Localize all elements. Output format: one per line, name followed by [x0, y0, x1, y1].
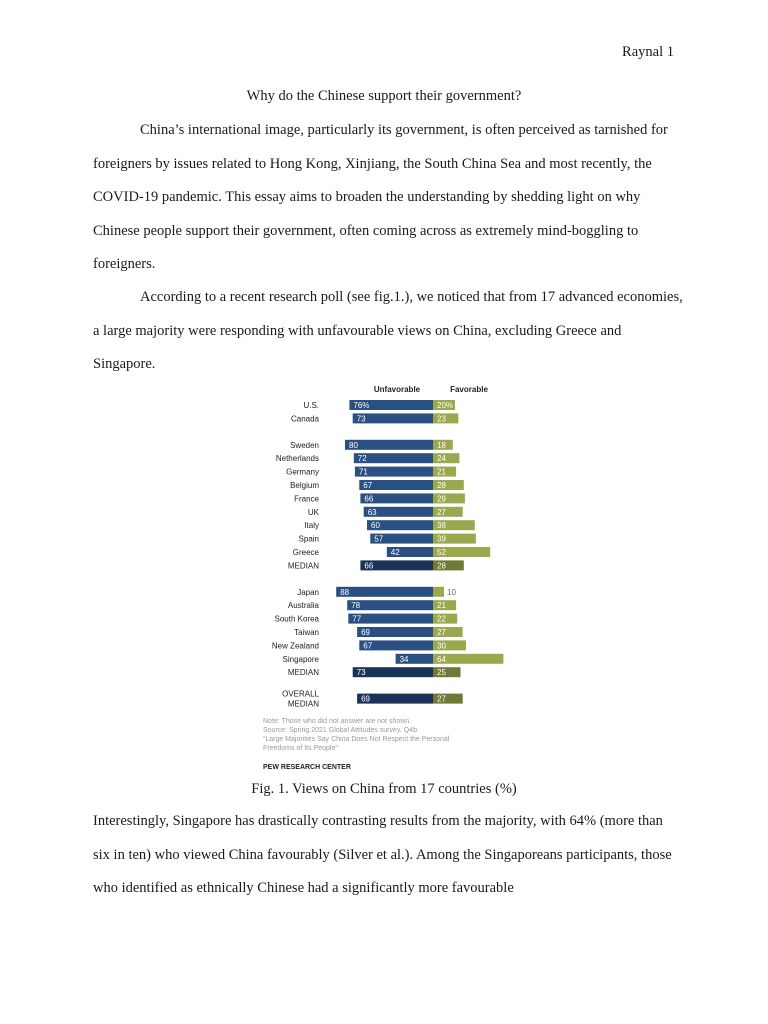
favorable-value-label: 23 — [437, 414, 446, 424]
favorable-value-label: 39 — [437, 534, 446, 544]
unfavorable-value-label: 73 — [356, 668, 366, 678]
row-label: Canada — [290, 414, 319, 424]
favorable-value-label: 27 — [437, 694, 446, 704]
essay-title: Why do the Chinese support their government? — [246, 88, 522, 104]
paragraph-singapore: Interestingly, Singapore has drastically contrasting results from the majority, with 64% (more than six in ten) who viewed China favourably (Silver et al.). Among the Singaporeans participants, those who identified as ethnically Chinese had a significantly more favourable — [93, 813, 672, 897]
favorable-value-label: 22 — [437, 614, 446, 624]
unfavorable-value-label: 63 — [367, 507, 377, 517]
unfavorable-value-label: 76% — [353, 401, 370, 410]
chart-source: Source: Spring 2021 Global Attitudes survey. Q4b. — [263, 727, 419, 734]
favorable-value-label: 28 — [437, 481, 446, 490]
unfavorable-value-label: 80 — [349, 440, 358, 450]
row-label: South Korea — [274, 614, 319, 624]
unfavorable-value-label: 78 — [351, 601, 361, 611]
chart-bars — [272, 400, 504, 709]
chart-report-title-2: Freedoms of Its People” — [263, 745, 338, 752]
favorable-value-label: 24 — [437, 454, 446, 464]
row-label: Japan — [297, 587, 319, 597]
running-head: Raynal 1 — [622, 44, 674, 60]
unfavorable-bar — [336, 587, 433, 597]
favorable-value-label: 18 — [437, 440, 446, 450]
figure-caption: Fig. 1. Views on China from 17 countries (%) — [251, 781, 517, 797]
favorable-value-label: 27 — [437, 628, 446, 637]
favorable-value-label: 30 — [437, 641, 446, 651]
unfavorable-value-label: 67 — [363, 641, 373, 651]
unfavorable-value-label: 77 — [352, 614, 362, 624]
row-label: Greece — [292, 548, 319, 557]
unfavorable-value-label: 72 — [357, 454, 367, 464]
favorable-value-label: 28 — [437, 561, 446, 571]
legend-unfavorable: Unfavorable — [373, 385, 421, 394]
unfavorable-value-label: 66 — [364, 494, 374, 504]
row-label: U.S. — [303, 401, 319, 410]
favorable-value-label: 52 — [437, 548, 446, 557]
row-label: Singapore — [282, 654, 319, 664]
unfavorable-value-label: 69 — [361, 694, 371, 704]
row-label: Spain — [298, 534, 319, 544]
unfavorable-value-label: 66 — [364, 561, 374, 571]
unfavorable-bar — [345, 440, 433, 450]
unfavorable-value-label: 34 — [399, 654, 409, 664]
row-label: Netherlands — [275, 454, 319, 464]
favorable-value-label: 25 — [437, 668, 446, 678]
favorable-bar — [433, 587, 444, 597]
paragraph-poll: According to a recent research poll (see fig.1.), we noticed that from 17 advanced economies, a large majority were responding with unfavourable views on China, excluding Greece and Singapore. — [93, 289, 683, 373]
unfavorable-value-label: 42 — [390, 548, 400, 557]
unfavorable-value-label: 60 — [371, 521, 380, 531]
unfavorable-value-label: 57 — [374, 534, 384, 544]
favorable-value-label: 21 — [437, 467, 446, 477]
unfavorable-value-label: 88 — [340, 587, 350, 597]
favorable-value-label: 27 — [437, 507, 446, 517]
favorable-value-label: 29 — [437, 494, 446, 504]
chart-report-title-1: “Large Majorities Say China Does Not Respect the Personal — [263, 736, 450, 743]
favorable-value-label: 10 — [447, 587, 456, 597]
row-label: Australia — [287, 601, 319, 611]
row-label: Germany — [286, 467, 319, 477]
pew-logo-text: PEW RESEARCH CENTER — [263, 764, 351, 771]
unfavorable-value-label: 67 — [363, 481, 373, 490]
row-label: UK — [307, 507, 319, 517]
row-label: Taiwan — [294, 628, 319, 637]
row-label: MEDIAN — [287, 699, 319, 709]
favorable-value-label: 21 — [437, 601, 446, 611]
paragraph-intro: China’s international image, particularly its government, is often perceived as tarnished for foreigners by issues related to Hong Kong, Xinjiang, the South China Sea and most recently, the COVID-19 pandemic. This essay aims to broaden the understanding by shedding light on why Chinese people support their government, often coming across as extremely mind-boggling to foreigners. — [93, 122, 668, 273]
unfavorable-value-label: 71 — [358, 467, 368, 477]
favorable-value-label: 38 — [437, 521, 446, 531]
chart-note: Note: Those who did not answer are not shown. — [263, 718, 412, 725]
views-on-china-chart — [255, 380, 515, 775]
row-label: Sweden — [290, 440, 319, 450]
unfavorable-value-label: 69 — [361, 628, 371, 637]
row-label: OVERALL — [282, 689, 319, 699]
unfavorable-value-label: 73 — [356, 414, 366, 424]
row-label: France — [294, 494, 319, 504]
row-label: New Zealand — [271, 641, 319, 651]
favorable-value-label: 20% — [437, 401, 454, 410]
favorable-value-label: 64 — [437, 654, 446, 664]
row-label: Italy — [304, 521, 319, 531]
row-label: MEDIAN — [287, 668, 319, 678]
row-label: Belgium — [290, 481, 319, 490]
legend-favorable: Favorable — [450, 385, 488, 394]
row-label: MEDIAN — [287, 561, 319, 571]
